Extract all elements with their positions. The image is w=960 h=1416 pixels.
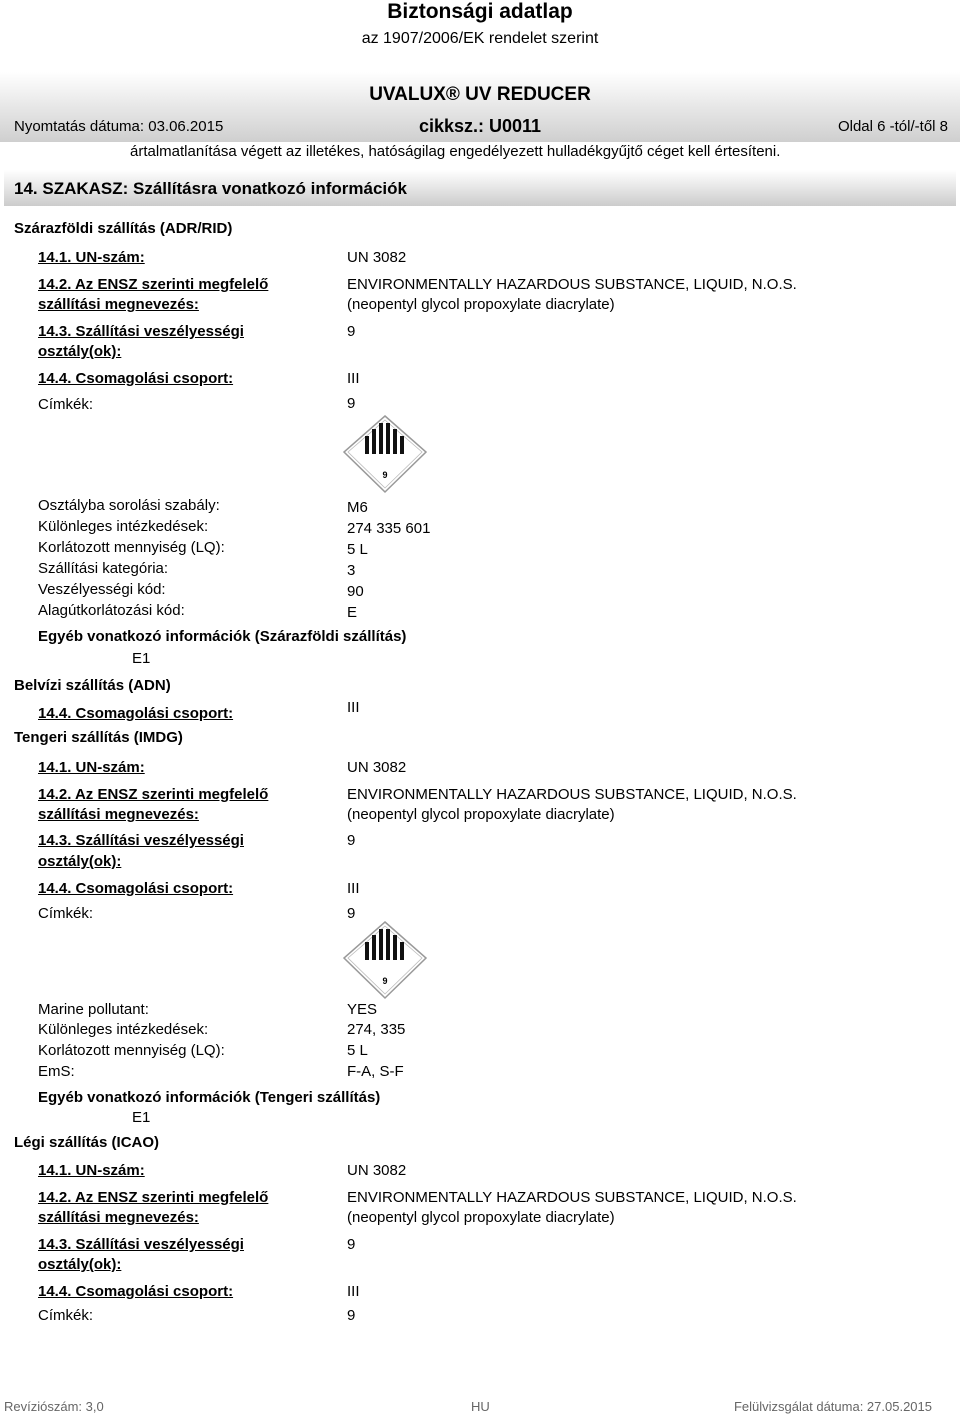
page-number: Oldal 6 -tól/-től 8 bbox=[837, 118, 948, 135]
road-row-value-1: 274 335 601 bbox=[347, 520, 431, 537]
sea-row-value-3: F-A, S-F bbox=[347, 1063, 404, 1080]
road-name-value-1: ENVIRONMENTALLY HAZARDOUS SUBSTANCE, LIQUID, N.O.S. bbox=[347, 276, 797, 293]
road-other-title: Egyéb vonatkozó információk (Szárazföldi szállítás) bbox=[38, 628, 407, 645]
road-row-value-3: 3 bbox=[347, 562, 356, 579]
road-labels-value: 9 bbox=[347, 395, 356, 412]
sea-row-label-2: Korlátozott mennyiség (LQ): bbox=[38, 1042, 225, 1059]
air-name-label-1: 14.2. Az ENSZ szerinti megfelelő bbox=[38, 1189, 269, 1206]
road-other-value: E1 bbox=[132, 650, 151, 667]
road-row-label-3: Szállítási kategória: bbox=[38, 560, 169, 577]
road-name-label-2: szállítási megnevezés: bbox=[38, 296, 199, 313]
footer-language: HU bbox=[471, 1399, 490, 1414]
air-pack-label: 14.4. Csomagolási csoport: bbox=[38, 1283, 234, 1300]
sea-name-value-1: ENVIRONMENTALLY HAZARDOUS SUBSTANCE, LIQUID, N.O.S. bbox=[347, 786, 797, 803]
air-pack-value: III bbox=[347, 1283, 360, 1300]
air-name-value-2: (neopentyl glycol propoxylate diacrylate) bbox=[347, 1209, 615, 1226]
sea-name-label-2: szállítási megnevezés: bbox=[38, 806, 199, 823]
air-class-label-2: osztály(ok): bbox=[38, 1256, 122, 1273]
sea-class-value: 9 bbox=[347, 832, 356, 849]
sea-row-value-0: YES bbox=[347, 1001, 378, 1018]
road-title: Szárazföldi szállítás (ADR/RID) bbox=[14, 220, 233, 237]
road-labels-label: Címkék: bbox=[38, 396, 94, 413]
air-class-value: 9 bbox=[347, 1236, 356, 1253]
road-row-label-4: Veszélyességi kód: bbox=[38, 581, 166, 598]
sea-class-label-1: 14.3. Szállítási veszélyességi bbox=[38, 832, 244, 849]
road-row-label-2: Korlátozott mennyiség (LQ): bbox=[38, 539, 225, 556]
road-pack-label: 14.4. Csomagolási csoport: bbox=[38, 370, 234, 387]
inland-pack-label: 14.4. Csomagolási csoport: bbox=[38, 705, 234, 722]
road-row-value-5: E bbox=[347, 604, 358, 621]
item-number: cikksz.: U0011 bbox=[418, 116, 542, 136]
document-subtitle: az 1907/2006/EK rendelet szerint bbox=[361, 30, 599, 47]
sea-row-value-2: 5 L bbox=[347, 1042, 368, 1059]
inland-title: Belvízi szállítás (ADN) bbox=[14, 677, 171, 694]
sea-row-label-1: Különleges intézkedések: bbox=[38, 1021, 209, 1038]
sea-labels-label: Címkék: bbox=[38, 905, 94, 922]
sea-row-label-0: Marine pollutant: bbox=[38, 1001, 149, 1018]
sea-diamond-number: 9 bbox=[382, 976, 388, 986]
sea-row-value-1: 274, 335 bbox=[347, 1021, 406, 1038]
sea-un-label: 14.1. UN-szám: bbox=[38, 759, 145, 776]
inland-pack-value: III bbox=[347, 699, 360, 716]
sea-labels-value: 9 bbox=[347, 905, 356, 922]
air-class-label-1: 14.3. Szállítási veszélyességi bbox=[38, 1236, 244, 1253]
road-un-label: 14.1. UN-szám: bbox=[38, 249, 145, 266]
sea-other-title: Egyéb vonatkozó információk (Tengeri szállítás) bbox=[38, 1089, 381, 1106]
air-labels-label: Címkék: bbox=[38, 1307, 94, 1324]
road-row-value-0: M6 bbox=[347, 499, 368, 516]
air-un-label: 14.1. UN-szám: bbox=[38, 1162, 145, 1179]
road-row-label-5: Alagútkorlátozási kód: bbox=[38, 602, 185, 619]
continuation-text: ártalmatlanítása végett az illetékes, hatóságilag engedélyezett hulladékgyűjtő céget kell értesíteni. bbox=[130, 143, 781, 160]
road-row-value-2: 5 L bbox=[347, 541, 368, 558]
road-class-value: 9 bbox=[347, 323, 356, 340]
sea-pack-value: III bbox=[347, 880, 360, 897]
sea-class-label-2: osztály(ok): bbox=[38, 853, 122, 870]
air-un-value: UN 3082 bbox=[347, 1162, 407, 1179]
air-name-value-1: ENVIRONMENTALLY HAZARDOUS SUBSTANCE, LIQUID, N.O.S. bbox=[347, 1189, 797, 1206]
sea-row-label-3: EmS: bbox=[38, 1063, 75, 1080]
road-pack-value: III bbox=[347, 370, 360, 387]
road-row-value-4: 90 bbox=[347, 583, 364, 600]
section-title: 14. SZAKASZ: Szállításra vonatkozó információk bbox=[14, 179, 407, 198]
sea-hazard-class-9-diamond-icon bbox=[342, 920, 428, 1000]
sea-name-value-2: (neopentyl glycol propoxylate diacrylate) bbox=[347, 806, 615, 823]
air-title: Légi szállítás (ICAO) bbox=[14, 1134, 160, 1151]
sea-pack-label: 14.4. Csomagolási csoport: bbox=[38, 880, 234, 897]
print-date: Nyomtatás dátuma: 03.06.2015 bbox=[14, 118, 224, 135]
road-name-value-2: (neopentyl glycol propoxylate diacrylate) bbox=[347, 296, 615, 313]
road-name-label-1: 14.2. Az ENSZ szerinti megfelelő bbox=[38, 276, 269, 293]
air-name-label-2: szállítási megnevezés: bbox=[38, 1209, 199, 1226]
hazard-class-9-diamond-icon bbox=[342, 414, 428, 494]
sea-name-label-1: 14.2. Az ENSZ szerinti megfelelő bbox=[38, 786, 269, 803]
product-name: UVALUX® UV REDUCER bbox=[369, 84, 591, 105]
document-title: Biztonsági adatlap bbox=[387, 0, 573, 23]
sea-title: Tengeri szállítás (IMDG) bbox=[14, 729, 183, 746]
road-row-label-0: Osztályba sorolási szabály: bbox=[38, 497, 220, 514]
sea-un-value: UN 3082 bbox=[347, 759, 407, 776]
road-class-label-1: 14.3. Szállítási veszélyességi bbox=[38, 323, 244, 340]
air-labels-value: 9 bbox=[347, 1307, 356, 1324]
road-diamond-number: 9 bbox=[382, 470, 388, 480]
road-un-value: UN 3082 bbox=[347, 249, 407, 266]
road-row-label-1: Különleges intézkedések: bbox=[38, 518, 209, 535]
sea-other-value: E1 bbox=[132, 1109, 151, 1126]
footer-revision: Revíziószám: 3,0 bbox=[4, 1399, 104, 1414]
footer-review-date: Felülvizsgálat dátuma: 27.05.2015 bbox=[733, 1399, 932, 1414]
road-class-label-2: osztály(ok): bbox=[38, 343, 122, 360]
